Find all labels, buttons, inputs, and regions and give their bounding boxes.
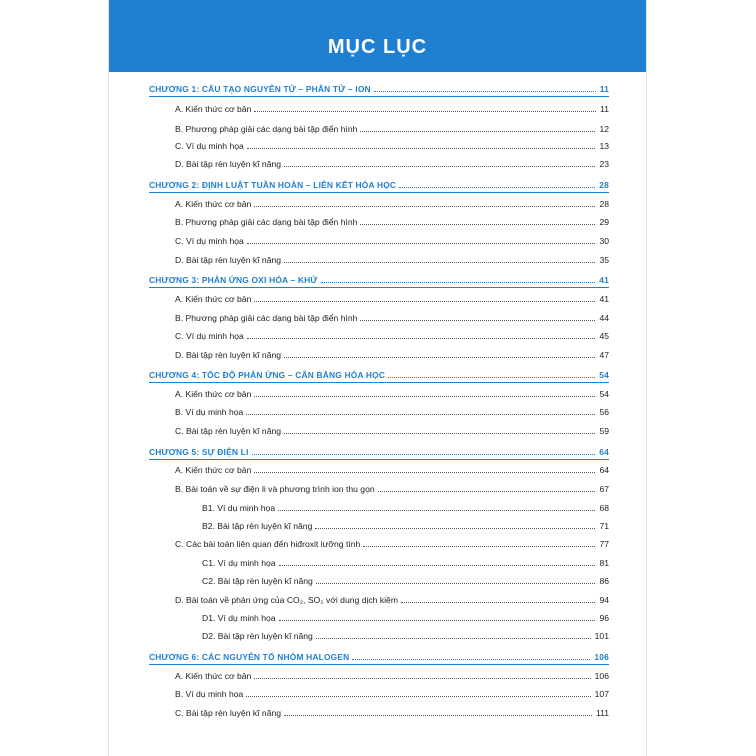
- toc-page-number: 28: [599, 180, 609, 190]
- header-banner: [109, 0, 646, 72]
- toc-entry[interactable]: [175, 389, 609, 399]
- toc-entry[interactable]: [175, 199, 609, 209]
- toc-chapter-entry[interactable]: [149, 447, 609, 457]
- toc-entry-label: D. Bài tập rèn luyện kĩ năng: [175, 350, 282, 360]
- dot-leader: [284, 166, 595, 167]
- toc-entry-label: C. Bài tập rèn luyện kĩ năng: [175, 708, 282, 718]
- toc-page-number: 13: [599, 141, 609, 151]
- toc-page-number: 111: [595, 708, 609, 718]
- toc-page-number: 28: [599, 199, 609, 209]
- dot-leader: [254, 111, 596, 112]
- toc-page-number: 47: [599, 350, 609, 360]
- toc-entry[interactable]: [202, 613, 609, 623]
- toc-entry-label: B. Phương pháp giải các dạng bài tập điển hình: [175, 313, 358, 323]
- toc-entry-label: B. Bài toán về sự điện li và phương trình ion thu gọn: [175, 484, 375, 494]
- dot-leader: [279, 565, 596, 566]
- toc-page-number: 12: [599, 124, 609, 134]
- toc-entry[interactable]: [175, 539, 609, 549]
- toc-entry-label: D. Bài tập rèn luyện kĩ năng: [175, 159, 282, 169]
- toc-page-number: 41: [599, 275, 609, 285]
- toc-entry[interactable]: [175, 313, 609, 323]
- toc-entry[interactable]: [175, 350, 609, 360]
- toc-entry[interactable]: [175, 331, 609, 341]
- toc-entry[interactable]: [175, 255, 609, 265]
- book-page: [109, 0, 646, 756]
- toc-page-number: 54: [599, 389, 609, 399]
- toc-entry-label: CHƯƠNG 6: CÁC NGUYÊN TỐ NHÓM HALOGEN: [149, 652, 350, 662]
- dot-leader: [247, 243, 596, 244]
- dot-leader: [360, 224, 595, 225]
- toc-page-number: 54: [599, 370, 609, 380]
- chapter-underline: [149, 664, 609, 665]
- dot-leader: [254, 206, 595, 207]
- toc-page-number: 64: [599, 465, 609, 475]
- dot-leader: [363, 546, 595, 547]
- dot-leader: [279, 620, 596, 621]
- toc-page-number: 30: [599, 236, 609, 246]
- dot-leader: [388, 377, 595, 378]
- toc-entry-label: CHƯƠNG 2: ĐỊNH LUẬT TUẦN HOÀN – LIÊN KẾT HÓA HỌC: [149, 180, 397, 190]
- toc-page-number: 86: [599, 576, 609, 586]
- toc-entry-label: B. Phương pháp giải các dạng bài tập điển hình: [175, 217, 358, 227]
- toc-entry[interactable]: [175, 124, 609, 134]
- toc-page-number: 81: [599, 558, 609, 568]
- dot-leader: [284, 262, 595, 263]
- dot-leader: [247, 148, 596, 149]
- toc-entry[interactable]: [175, 159, 609, 169]
- toc-page-number: 68: [599, 503, 609, 513]
- chapter-underline: [149, 382, 609, 383]
- dot-leader: [246, 414, 595, 415]
- toc-entry-label: A. Kiến thức cơ bản: [175, 294, 252, 304]
- dot-leader: [321, 282, 596, 283]
- toc-entry[interactable]: [175, 104, 609, 114]
- dot-leader: [399, 187, 595, 188]
- dot-leader: [378, 491, 596, 492]
- toc-entry-label: C. Bài tập rèn luyện kĩ năng: [175, 426, 282, 436]
- dot-leader: [254, 396, 595, 397]
- toc-entry[interactable]: [175, 407, 609, 417]
- toc-page-number: 77: [599, 539, 609, 549]
- dot-leader: [316, 583, 596, 584]
- toc-page-number: 71: [599, 521, 609, 531]
- dot-leader: [374, 91, 596, 92]
- toc-entry[interactable]: [202, 503, 609, 513]
- toc-chapter-entry[interactable]: [149, 652, 609, 662]
- dot-leader: [284, 357, 595, 358]
- dot-leader: [254, 301, 595, 302]
- toc-entry-label: A. Kiến thức cơ bản: [175, 671, 252, 681]
- toc-page-number: 59: [599, 426, 609, 436]
- toc-page-number: 101: [594, 631, 609, 641]
- toc-entry-label: B. Phương pháp giải các dạng bài tập điển hình: [175, 124, 358, 134]
- toc-page-number: 106: [594, 671, 609, 681]
- dot-leader: [316, 638, 591, 639]
- toc-entry-label: D. Bài tập rèn luyện kĩ năng: [175, 255, 282, 265]
- toc-page-number: 67: [599, 484, 609, 494]
- toc-page-number: 29: [599, 217, 609, 227]
- chapter-underline: [149, 287, 609, 288]
- toc-entry-label: B2. Bài tập rèn luyện kĩ năng: [202, 521, 313, 531]
- toc-page-number: 11: [600, 104, 609, 114]
- dot-leader: [360, 131, 595, 132]
- toc-entry-label: D1. Ví dụ minh họa: [202, 613, 276, 623]
- toc-page-number: 56: [599, 407, 609, 417]
- toc-entry[interactable]: [175, 217, 609, 227]
- toc-entry-label: A. Kiến thức cơ bản: [175, 389, 252, 399]
- toc-entry[interactable]: [175, 484, 609, 494]
- dot-leader: [278, 510, 595, 511]
- toc-entry-label: C. Các bài toán liên quan đến hiđroxit lưỡng tính: [175, 539, 361, 549]
- dot-leader: [315, 528, 595, 529]
- dot-leader: [360, 320, 595, 321]
- toc-page-number: 106: [594, 652, 609, 662]
- toc-entry-label: B1. Ví dụ minh họa: [202, 503, 276, 513]
- toc-entry[interactable]: [175, 465, 609, 475]
- toc-page-number: 96: [599, 613, 609, 623]
- dot-leader: [252, 454, 596, 455]
- toc-entry[interactable]: [175, 426, 609, 436]
- toc-entry-label: A. Kiến thức cơ bản: [175, 465, 252, 475]
- toc-page-number: 41: [599, 294, 609, 304]
- toc-page-number: 23: [599, 159, 609, 169]
- toc-page-number: 35: [599, 255, 609, 265]
- toc-entry-label: C. Ví dụ minh họa: [175, 141, 244, 151]
- toc-entry[interactable]: [175, 595, 609, 605]
- toc-entry-label: A. Kiến thức cơ bản: [175, 199, 252, 209]
- dot-leader: [401, 602, 595, 603]
- dot-leader: [247, 338, 596, 339]
- toc-entry[interactable]: [175, 671, 609, 681]
- toc-page-number: 94: [599, 595, 609, 605]
- chapter-underline: [149, 192, 609, 193]
- toc-entry-label: C2. Bài tập rèn luyện kĩ năng: [202, 576, 313, 586]
- toc-entry[interactable]: [175, 236, 609, 246]
- toc-entry-label: D. Bài toán về phản ứng của CO₂, SO₂ với dung dịch kiềm: [175, 595, 398, 605]
- toc-entry[interactable]: [202, 631, 609, 641]
- toc-page-number: 64: [599, 447, 609, 457]
- dot-leader: [284, 715, 592, 716]
- toc-entry[interactable]: [202, 521, 609, 531]
- toc-entry-label: CHƯƠNG 4: TỐC ĐỘ PHẢN ỨNG – CÂN BẰNG HÓA HỌC: [149, 370, 386, 380]
- toc-entry-label: B. Ví dụ minh họa: [175, 689, 244, 699]
- dot-leader: [284, 433, 595, 434]
- toc-entry-label: C1. Ví dụ minh họa: [202, 558, 276, 568]
- toc-page-number: 11: [599, 84, 609, 94]
- chapter-underline: [149, 96, 609, 97]
- dot-leader: [254, 472, 595, 473]
- dot-leader: [352, 659, 590, 660]
- toc-entry[interactable]: [175, 689, 609, 699]
- page-title: MỤC LỤC: [327, 36, 428, 58]
- toc-chapter-entry[interactable]: [149, 275, 609, 285]
- toc-entry[interactable]: [202, 576, 609, 586]
- toc-entry-label: A. Kiến thức cơ bản: [175, 104, 252, 114]
- toc-entry[interactable]: [175, 141, 609, 151]
- toc-entry[interactable]: [175, 708, 609, 718]
- toc-chapter-entry[interactable]: [149, 370, 609, 380]
- toc-page-number: 107: [594, 689, 609, 699]
- dot-leader: [246, 696, 590, 697]
- toc-entry[interactable]: [202, 558, 609, 568]
- toc-page-number: 45: [599, 331, 609, 341]
- toc-page-number: 44: [599, 313, 609, 323]
- toc-entry-label: C. Ví dụ minh họa: [175, 331, 244, 341]
- toc-entry-label: CHƯƠNG 5: SỰ ĐIỆN LI: [149, 447, 249, 457]
- toc-entry-label: B. Ví dụ minh họa: [175, 407, 244, 417]
- toc-chapter-entry[interactable]: [149, 84, 609, 94]
- toc-chapter-entry[interactable]: [149, 180, 609, 190]
- toc-entry[interactable]: [175, 294, 609, 304]
- dot-leader: [254, 678, 590, 679]
- chapter-underline: [149, 459, 609, 460]
- toc-entry-label: D2. Bài tập rèn luyện kĩ năng: [202, 631, 313, 641]
- toc-entry-label: CHƯƠNG 3: PHẢN ỨNG OXI HÓA – KHỬ: [149, 275, 318, 285]
- toc-entry-label: C. Ví dụ minh họa: [175, 236, 244, 246]
- toc-entry-label: CHƯƠNG 1: CẤU TẠO NGUYÊN TỬ – PHÂN TỬ – ION: [149, 84, 371, 94]
